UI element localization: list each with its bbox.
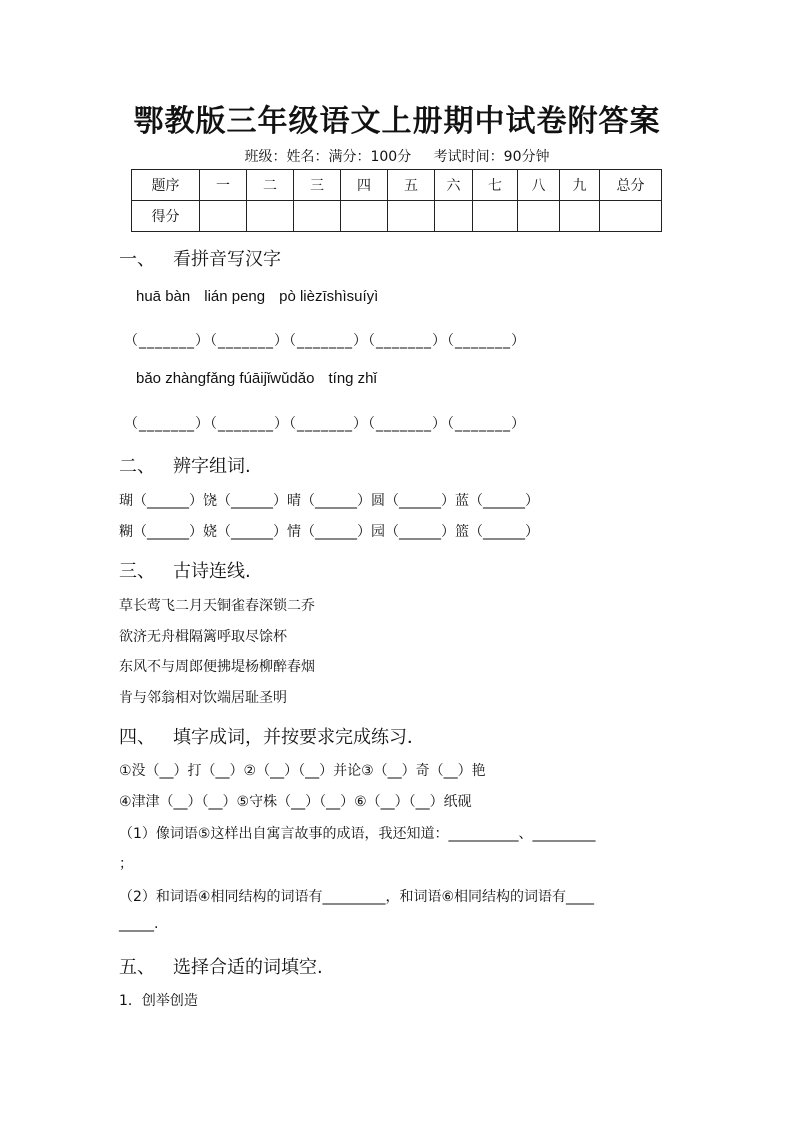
answer-blanks-row[interactable]: （_______）（_______）（_______）（_______）（_______） [124,333,526,349]
exam-info [0,146,794,166]
pinyin-row [136,370,391,387]
poem-line: 欲济无舟楫隔篱呼取尽馀杯 [119,629,287,645]
score-header-cell: 题序 [132,170,200,201]
word-group-row[interactable]: 瑚（______）饶（______）晴（______）圆（______）蓝（______） [119,493,539,509]
pinyin-word: tíng zhǐ [328,370,377,387]
section-title: 填字成词，并按要求完成练习． [173,727,425,748]
section-heading [119,953,323,979]
pinyin-word: bǎo zhàngfǎng fúāijǐwǔdǎo [136,370,315,387]
score-cell[interactable] [247,201,294,232]
section-title: 辨字组词. [173,456,251,477]
section-heading [119,245,281,271]
score-table [131,169,662,232]
score-header-cell: 五 [388,170,435,201]
poem-line: 肯与邻翁相对饮端居耻圣明 [119,690,287,706]
score-cell[interactable] [473,201,518,232]
section-title: 古诗连线. [173,561,251,582]
pinyin-word: huā bàn [136,288,191,305]
score-header-cell: 一 [200,170,247,201]
question-2[interactable]: （2）和词语④相同结构的词语有_________，和词语⑥相同结构的词语有____ [119,889,595,905]
question-1-continued: ； [119,856,133,872]
score-header-cell: 总分 [600,170,662,201]
score-cell[interactable] [560,201,600,232]
page-title: 鄂教版三年级语文上册期中试卷附答案 [133,104,661,139]
section-heading [119,723,425,749]
poem-line: 草长莺飞二月天铜雀春深锁二乔 [119,598,315,614]
score-header-cell: 三 [294,170,341,201]
score-header-cell: 九 [560,170,600,201]
section-number: 二、 [119,456,155,477]
word-group-row[interactable]: 糊（______）娆（______）情（______）园（______）篮（______） [119,524,539,540]
score-cell[interactable] [200,201,247,232]
score-cell[interactable] [341,201,388,232]
pinyin-word: pò lièzīshìsuíyì [279,288,379,305]
section-title: 选择合适的词填空. [173,957,323,978]
score-row-label: 得分 [132,201,200,232]
answer-blanks-row[interactable]: （_______）（_______）（_______）（_______）（_______） [124,416,526,432]
score-cell[interactable] [435,201,473,232]
section-number: 三、 [119,561,155,582]
choice-item: 1．创举创造 [119,993,198,1009]
score-table-header-row [132,170,662,201]
question-1[interactable]: （1）像词语⑤这样出自寓言故事的成语，我还知道：__________、_________ [119,826,596,842]
fill-word-row[interactable]: ①没（__）打（__）②（__）（__）并论③（__）奇（__）艳 [119,763,486,779]
poem-line: 东风不与周郎便拂堤杨柳醉春烟 [119,659,315,675]
question-2-continued[interactable]: _____. [119,916,159,932]
class-name-score: 班级：姓名：满分：100分 [244,149,412,165]
exam-time: 考试时间：90分钟 [433,149,550,165]
section-number: 五、 [119,957,155,978]
score-cell[interactable] [518,201,560,232]
section-title: 看拼音写汉字 [173,249,281,270]
section-heading [119,557,251,583]
score-header-cell: 六 [435,170,473,201]
pinyin-row [136,288,392,305]
section-number: 一、 [119,249,155,270]
fill-word-row[interactable]: ④津津（__）（__）⑤守株（__）（__）⑥（__）（__）纸砚 [119,794,472,810]
score-header-cell: 七 [473,170,518,201]
score-cell[interactable] [600,201,662,232]
score-header-cell: 四 [341,170,388,201]
score-cell[interactable] [388,201,435,232]
score-header-cell: 二 [247,170,294,201]
pinyin-word: lián peng [204,288,266,305]
score-cell[interactable] [294,201,341,232]
score-table-score-row [132,201,662,232]
section-heading [119,452,251,478]
section-number: 四、 [119,727,155,748]
score-header-cell: 八 [518,170,560,201]
